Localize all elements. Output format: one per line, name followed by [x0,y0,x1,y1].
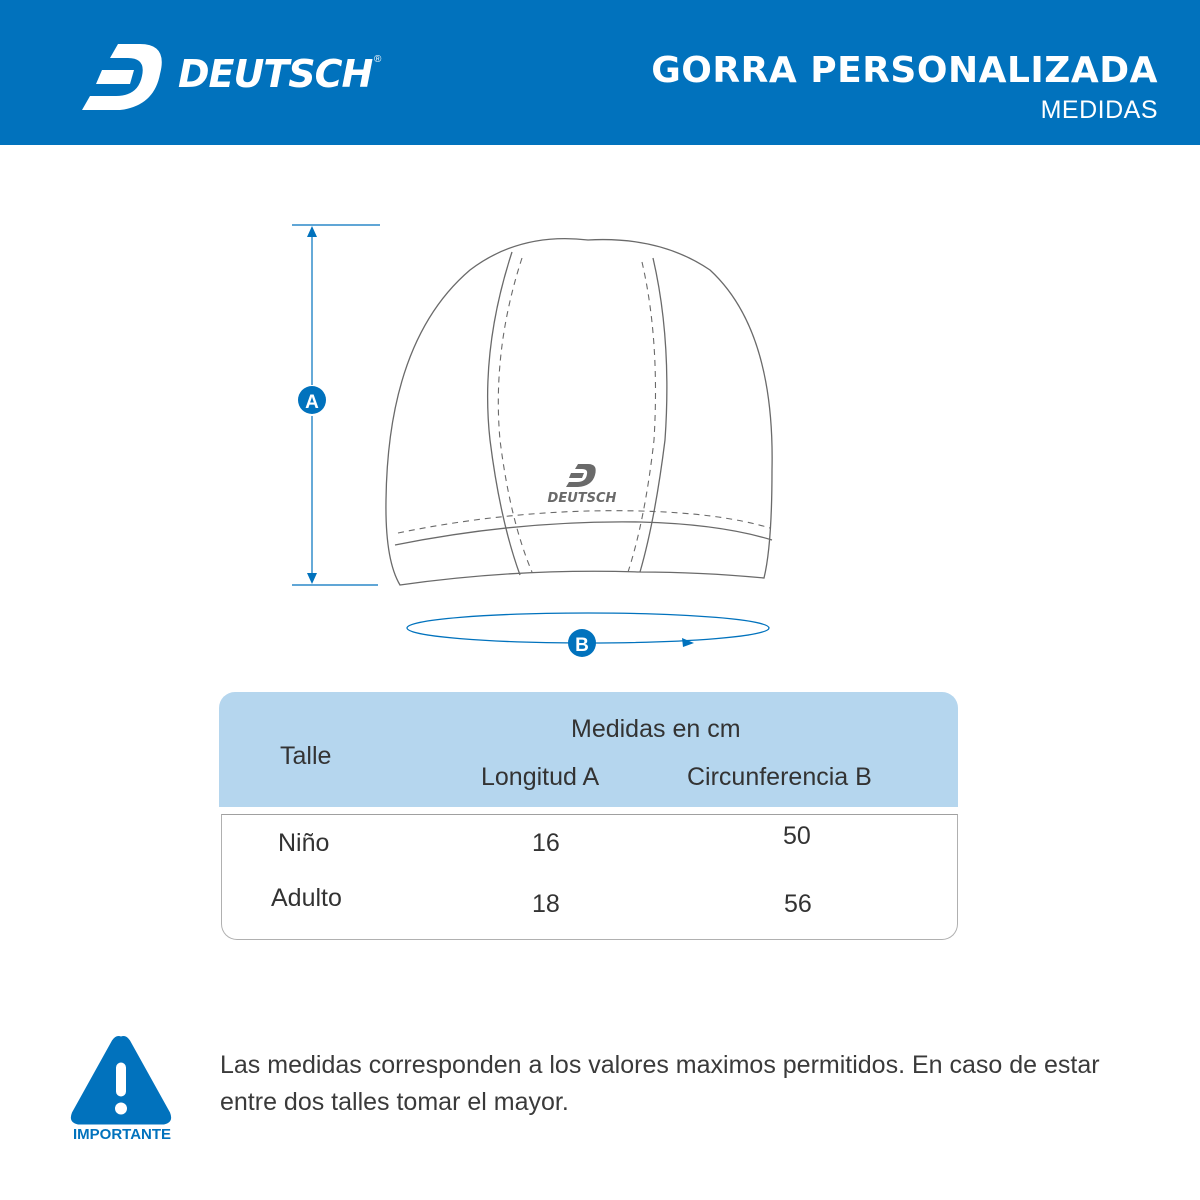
notice-text: Las medidas corresponden a los valores maximos permitidos. En caso de estar entre dos talles tomar el mayor. [220,1051,1100,1116]
row-child-size: Niño [278,829,330,857]
label-a: A [305,392,319,413]
column-circumference-b: Circunferencia B [687,763,872,791]
swim-cap-drawing [386,239,772,585]
row-adult-length: 18 [532,890,560,918]
column-size: Talle [280,742,332,770]
cap-logo-icon [548,464,617,506]
page-subtitle: MEDIDAS [1040,96,1158,124]
label-b: B [575,635,589,656]
brand-name: DEUTSCH [178,52,373,96]
label-a-badge [298,386,326,414]
row-adult-circumference: 56 [784,890,812,918]
size-table [219,692,958,940]
page-title: GORRA PERSONALIZADA [651,50,1158,91]
row-child-length: 16 [532,829,560,857]
table-header [219,692,958,807]
label-b-badge [568,629,596,657]
table-body [221,814,958,940]
registered-mark: ® [374,54,382,65]
column-length-a: Longitud A [481,763,600,791]
row-child-circumference: 50 [783,822,811,850]
header-group-label: Medidas en cm [571,715,741,743]
cap-brand-text: DEUTSCH [547,491,617,506]
cap-stitching [398,258,770,572]
row-adult-size: Adulto [271,884,342,912]
important-label: IMPORTANTE [73,1126,172,1143]
